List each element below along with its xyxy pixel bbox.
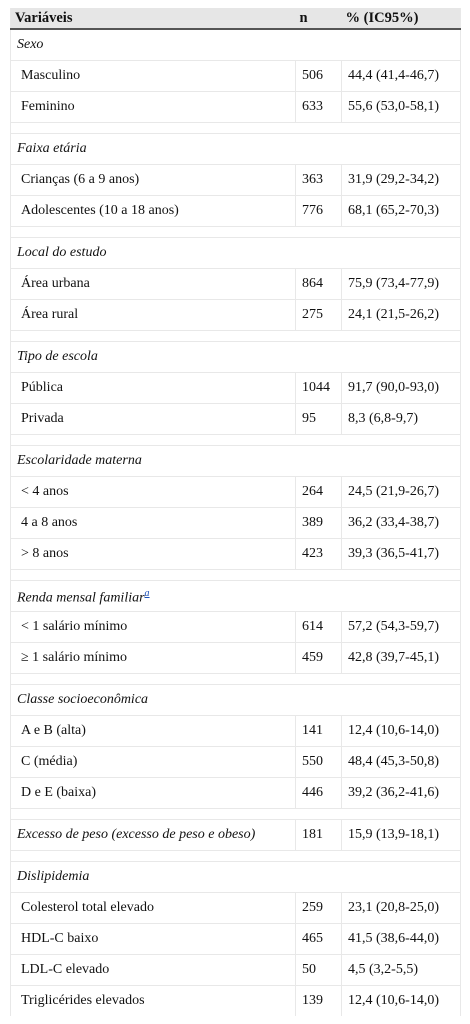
section-row: [11, 29, 461, 61]
row-label: ≥ 1 salário mínimo: [11, 643, 296, 674]
row-pct: 39,2 (36,2-41,6): [342, 778, 461, 809]
row-label: HDL-C baixo: [11, 924, 296, 955]
row-label: Triglicérides elevados: [11, 986, 296, 1017]
row-n: 181: [296, 820, 342, 851]
section-row: [11, 581, 461, 612]
row-pct: 4,5 (3,2-5,5): [342, 955, 461, 986]
table-row: [11, 477, 461, 508]
table-row: [11, 924, 461, 955]
section-row: [11, 134, 461, 165]
table-row: [11, 165, 461, 196]
row-pct: 36,2 (33,4-38,7): [342, 508, 461, 539]
row-n: 95: [296, 404, 342, 435]
row-label-excesso: Excesso de peso (excesso de peso e obeso): [11, 820, 296, 851]
row-label: A e B (alta): [11, 716, 296, 747]
row-n: 139: [296, 986, 342, 1017]
row-n: 459: [296, 643, 342, 674]
section-title-dislipidemia: Dislipidemia: [11, 862, 461, 893]
row-pct: 8,3 (6,8-9,7): [342, 404, 461, 435]
row-label: LDL-C elevado: [11, 955, 296, 986]
row-pct: 31,9 (29,2-34,2): [342, 165, 461, 196]
row-n: 259: [296, 893, 342, 924]
row-pct: 12,4 (10,6-14,0): [342, 986, 461, 1017]
row-pct: 12,4 (10,6-14,0): [342, 716, 461, 747]
row-label: Crianças (6 a 9 anos): [11, 165, 296, 196]
row-n: 776: [296, 196, 342, 227]
row-label: Privada: [11, 404, 296, 435]
row-label: < 4 anos: [11, 477, 296, 508]
spacer-cell: [11, 331, 461, 342]
row-n: 423: [296, 539, 342, 570]
table-row: [11, 92, 461, 123]
row-n: 363: [296, 165, 342, 196]
table-row: [11, 300, 461, 331]
row-pct: 24,1 (21,5-26,2): [342, 300, 461, 331]
row-label: < 1 salário mínimo: [11, 612, 296, 643]
row-pct: 24,5 (21,9-26,7): [342, 477, 461, 508]
spacer-row: [11, 674, 461, 685]
section-title-classe: Classe socioeconômica: [11, 685, 461, 716]
row-label: Área rural: [11, 300, 296, 331]
header-variable: Variáveis: [11, 8, 296, 29]
row-label: Pública: [11, 373, 296, 404]
spacer-row: [11, 123, 461, 134]
row-label: Masculino: [11, 61, 296, 92]
spacer-cell: [11, 570, 461, 581]
header-n: n: [296, 8, 342, 29]
section-title-local: Local do estudo: [11, 238, 461, 269]
table-row: [11, 955, 461, 986]
table-row: [11, 778, 461, 809]
row-n: 264: [296, 477, 342, 508]
row-pct: 75,9 (73,4-77,9): [342, 269, 461, 300]
row-n: 633: [296, 92, 342, 123]
spacer-cell: [11, 674, 461, 685]
table-row: [11, 612, 461, 643]
row-pct: 39,3 (36,5-41,7): [342, 539, 461, 570]
row-n: 389: [296, 508, 342, 539]
spacer-row: [11, 435, 461, 446]
footnote-link-a[interactable]: a: [144, 587, 150, 599]
table-container: [10, 8, 460, 1016]
row-n: 550: [296, 747, 342, 778]
spacer-row: [11, 851, 461, 862]
section-title-sexo: Sexo: [11, 29, 461, 61]
row-n: 50: [296, 955, 342, 986]
table-row: [11, 373, 461, 404]
row-n: 141: [296, 716, 342, 747]
row-n: 1044: [296, 373, 342, 404]
row-pct: 15,9 (13,9-18,1): [342, 820, 461, 851]
section-title-renda-cell: [11, 581, 461, 612]
section-row: [11, 446, 461, 477]
header-pct: % (IC95%): [342, 8, 461, 29]
spacer-cell: [11, 851, 461, 862]
row-label: Área urbana: [11, 269, 296, 300]
section-row: [11, 342, 461, 373]
table-row: [11, 820, 461, 851]
spacer-row: [11, 809, 461, 820]
row-pct: 68,1 (65,2-70,3): [342, 196, 461, 227]
section-title-escola: Tipo de escola: [11, 342, 461, 373]
section-row: [11, 685, 461, 716]
row-label: Feminino: [11, 92, 296, 123]
row-n: 506: [296, 61, 342, 92]
table-row: [11, 539, 461, 570]
table-row: [11, 196, 461, 227]
spacer-row: [11, 331, 461, 342]
spacer-cell: [11, 435, 461, 446]
row-label: D e E (baixa): [11, 778, 296, 809]
footnote-marker: [145, 586, 150, 599]
row-n: 275: [296, 300, 342, 331]
header-row: [11, 8, 461, 29]
table-row: [11, 269, 461, 300]
table-row: [11, 508, 461, 539]
row-n: 864: [296, 269, 342, 300]
row-pct: 41,5 (38,6-44,0): [342, 924, 461, 955]
spacer-row: [11, 227, 461, 238]
table-row: [11, 747, 461, 778]
spacer-row: [11, 570, 461, 581]
row-pct: 57,2 (54,3-59,7): [342, 612, 461, 643]
row-label: Colesterol total elevado: [11, 893, 296, 924]
spacer-cell: [11, 227, 461, 238]
row-n: 614: [296, 612, 342, 643]
row-label: Adolescentes (10 a 18 anos): [11, 196, 296, 227]
section-title-faixa: Faixa etária: [11, 134, 461, 165]
spacer-cell: [11, 123, 461, 134]
section-title-escolaridade: Escolaridade materna: [11, 446, 461, 477]
row-pct: 42,8 (39,7-45,1): [342, 643, 461, 674]
row-pct: 44,4 (41,4-46,7): [342, 61, 461, 92]
table-row: [11, 61, 461, 92]
row-label: > 8 anos: [11, 539, 296, 570]
table-row: [11, 986, 461, 1017]
spacer-cell: [11, 809, 461, 820]
data-table: [10, 8, 461, 1016]
row-label: 4 a 8 anos: [11, 508, 296, 539]
table-row: [11, 643, 461, 674]
row-label: C (média): [11, 747, 296, 778]
section-row: [11, 862, 461, 893]
table-row: [11, 404, 461, 435]
table-row: [11, 893, 461, 924]
row-pct: 48,4 (45,3-50,8): [342, 747, 461, 778]
section-title-renda: Renda mensal familiar: [17, 590, 145, 606]
row-n: 446: [296, 778, 342, 809]
table-row: [11, 716, 461, 747]
row-pct: 23,1 (20,8-25,0): [342, 893, 461, 924]
section-row: [11, 238, 461, 269]
row-n: 465: [296, 924, 342, 955]
row-pct: 55,6 (53,0-58,1): [342, 92, 461, 123]
row-pct: 91,7 (90,0-93,0): [342, 373, 461, 404]
